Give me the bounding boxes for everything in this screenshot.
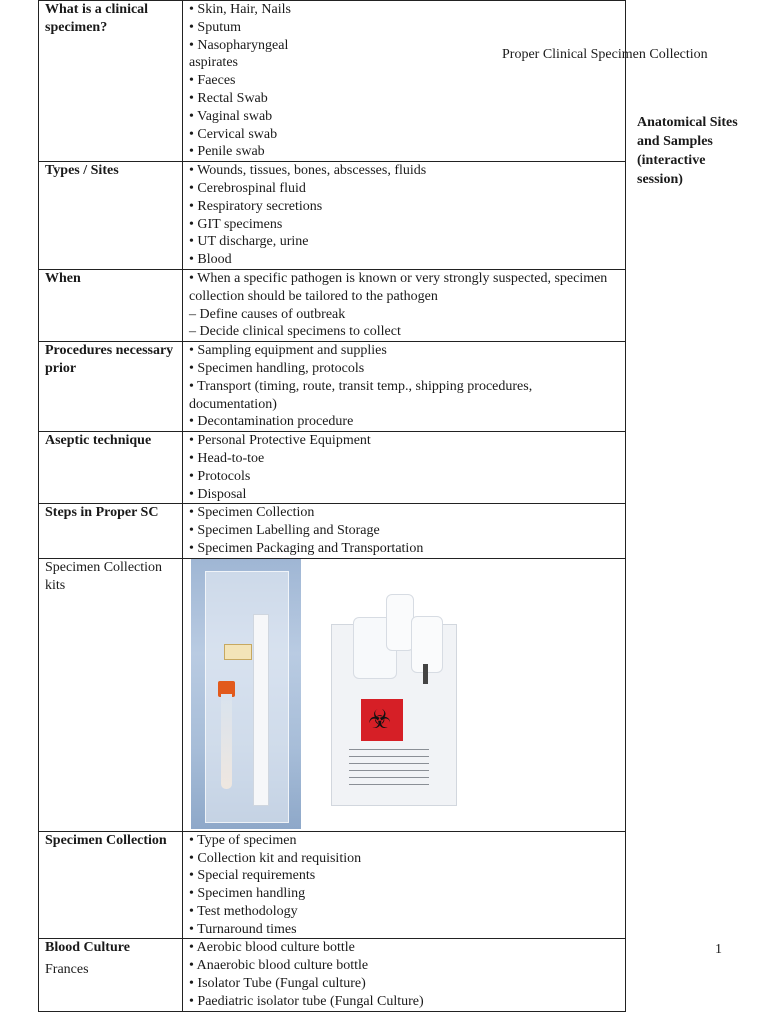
table-row	[39, 162, 626, 270]
transport-tube-shape	[221, 694, 232, 789]
table-row	[39, 831, 626, 939]
list-item: • Blood	[189, 252, 232, 268]
row-content	[183, 342, 626, 432]
list-item: • Sputum	[189, 19, 241, 35]
swab-kit-photo	[191, 559, 301, 829]
table-row	[39, 1, 626, 162]
list-item: • Special requirements	[189, 868, 316, 884]
list-item: • Specimen Collection	[189, 505, 315, 521]
list-item: • Protocols	[189, 468, 251, 484]
row-label: Types / Sites	[39, 162, 183, 270]
list-item: • Head-to-toe	[189, 450, 265, 466]
kit-label-shape	[224, 644, 252, 660]
row-content	[183, 1, 626, 162]
list-item: • Specimen Labelling and Storage	[189, 523, 380, 539]
list-item: – Decide clinical specimens to collect	[189, 324, 401, 340]
table-row	[39, 939, 626, 1011]
list-item: • UT discharge, urine	[189, 234, 309, 250]
list-item: • Type of specimen	[189, 832, 297, 848]
list-item: • Faeces	[189, 73, 236, 89]
list-item: • GIT specimens	[189, 216, 283, 232]
overlapping-footer-text: Frances	[45, 962, 89, 977]
specimen-kit-photo-cell	[183, 558, 626, 831]
list-item: • Sampling equipment and supplies	[189, 343, 387, 359]
row-content	[183, 162, 626, 270]
list-item: • Specimen handling	[189, 886, 306, 902]
list-item: • Disposal	[189, 486, 247, 502]
list-item: • Paediatric isolator tube (Fungal Culture)	[189, 993, 424, 1009]
biohazard-icon: ☣	[361, 699, 403, 741]
list-item: • When a specific pathogen is known or very strongly suspected, specimen	[189, 270, 608, 286]
row-content	[183, 831, 626, 939]
list-item: • Specimen handling, protocols	[189, 360, 365, 376]
row-content	[183, 504, 626, 558]
list-item: • Skin, Hair, Nails	[189, 2, 291, 17]
table-row	[39, 342, 626, 432]
list-item: • Turnaround times	[189, 921, 297, 937]
bag-instructions-lines	[349, 749, 429, 789]
list-item: • Vaginal swab	[189, 108, 273, 124]
row-label: When	[39, 269, 183, 341]
list-item: • Penile swab	[189, 144, 265, 160]
row-label: Steps in Proper SC	[39, 504, 183, 558]
list-item: • Anaerobic blood culture bottle	[189, 958, 369, 974]
list-item: • Specimen Packaging and Transportation	[189, 540, 424, 556]
list-item: • Wounds, tissues, bones, abscesses, fluids	[189, 163, 427, 179]
table-row	[39, 558, 626, 831]
list-item: • Cervical swab	[189, 126, 278, 142]
row-label: What is a clinical specimen?	[39, 1, 183, 162]
biohazard-bag-photo	[331, 569, 459, 809]
row-label: Aseptic technique	[39, 432, 183, 504]
list-item: • Personal Protective Equipment	[189, 433, 371, 449]
page-number: 1	[715, 942, 722, 957]
row-label: Specimen Collection kits	[39, 558, 183, 831]
swab-packet-shape	[253, 614, 269, 806]
list-item: • Cerebrospinal fluid	[189, 180, 306, 196]
list-item: • Nasopharyngeal aspirates	[189, 37, 289, 71]
clear-bag-shape	[205, 571, 289, 823]
list-item: • Decontamination procedure	[189, 414, 354, 430]
notes-table	[38, 0, 626, 1012]
list-item: collection should be tailored to the pathogen	[189, 288, 438, 304]
document-header-title: Proper Clinical Specimen Collection	[502, 47, 708, 62]
row-label: Blood Culture	[39, 939, 183, 1011]
list-item: – Define causes of outbreak	[189, 306, 346, 322]
list-item: • Collection kit and requisition	[189, 850, 362, 866]
row-label: Procedures necessary prior	[39, 342, 183, 432]
list-item: • Aerobic blood culture bottle	[189, 940, 355, 956]
row-content	[183, 269, 626, 341]
row-content	[183, 432, 626, 504]
list-item: • Test methodology	[189, 903, 298, 919]
list-item: • Respiratory secretions	[189, 198, 323, 214]
row-content	[183, 939, 626, 1011]
row-label: Specimen Collection	[39, 831, 183, 939]
table-row	[39, 432, 626, 504]
side-note: Anatomical Sites and Samples (interactive session)	[637, 115, 738, 187]
table-row	[39, 504, 626, 558]
list-item: • Rectal Swab	[189, 90, 268, 106]
list-item: • Transport (timing, route, transit temp., shipping procedures, documentation)	[189, 378, 533, 412]
bag-seal-shape	[423, 664, 428, 684]
list-item: • Isolator Tube (Fungal culture)	[189, 976, 366, 992]
specimen-bottle-shape	[386, 594, 414, 651]
table-row	[39, 269, 626, 341]
